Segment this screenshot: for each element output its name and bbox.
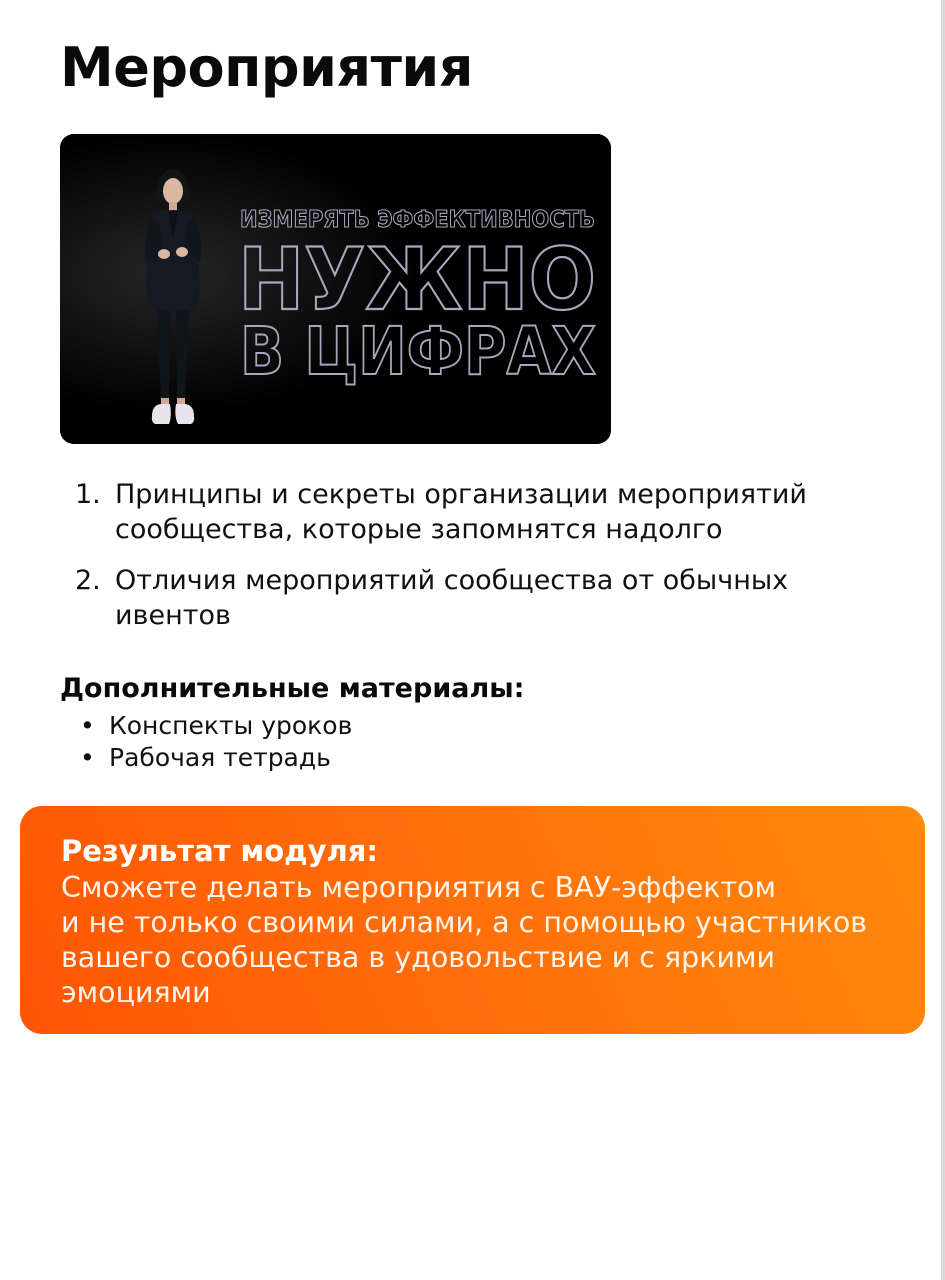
materials-list (60, 710, 880, 774)
video-thumbnail (60, 134, 611, 444)
topic-item (70, 563, 870, 633)
additional-materials (60, 670, 880, 774)
topic-list (70, 477, 870, 649)
video-overlay-line3: В ЦИФРАХ (240, 313, 596, 390)
materials-item (60, 742, 880, 774)
topic-text-line: ивентов (115, 600, 231, 631)
bullet-icon: • (80, 743, 95, 772)
result-text-line: эмоциями (61, 976, 211, 1009)
topic-item (70, 477, 870, 547)
materials-item-label: Конспекты уроков (109, 711, 353, 740)
materials-heading: Дополнительные материалы: (60, 673, 525, 704)
topic-text-line: сообщества, которые запомнятся надолго (115, 514, 723, 545)
topic-number: 1. (75, 479, 101, 510)
result-text-line: и не только своими силами, а с помощью участников (61, 906, 868, 939)
materials-item-label: Рабочая тетрадь (109, 743, 331, 772)
result-text-line: Сможете делать мероприятия с ВАУ-эффектом (61, 871, 776, 904)
video-overlay-line1: ИЗМЕРЯТЬ ЭФФЕКТИВНОСТЬ (240, 207, 595, 233)
module-result-card (20, 806, 925, 1034)
page-edge (941, 0, 945, 1280)
result-text-line: вашего сообщества в удовольствие и с яркими (61, 941, 776, 974)
topic-number: 2. (75, 565, 101, 596)
video-preview[interactable] (60, 134, 611, 444)
bullet-icon: • (80, 711, 95, 740)
result-heading: Результат модуля: (61, 834, 378, 868)
topic-text-line: Отличия мероприятий сообщества от обычных (115, 565, 789, 596)
video-overlay-line2: НУЖНО (238, 230, 596, 330)
page-title: Мероприятия (60, 36, 473, 99)
result-text (61, 870, 885, 1010)
topic-text-line: Принципы и секреты организации мероприятий (115, 479, 807, 510)
materials-item (60, 710, 880, 742)
